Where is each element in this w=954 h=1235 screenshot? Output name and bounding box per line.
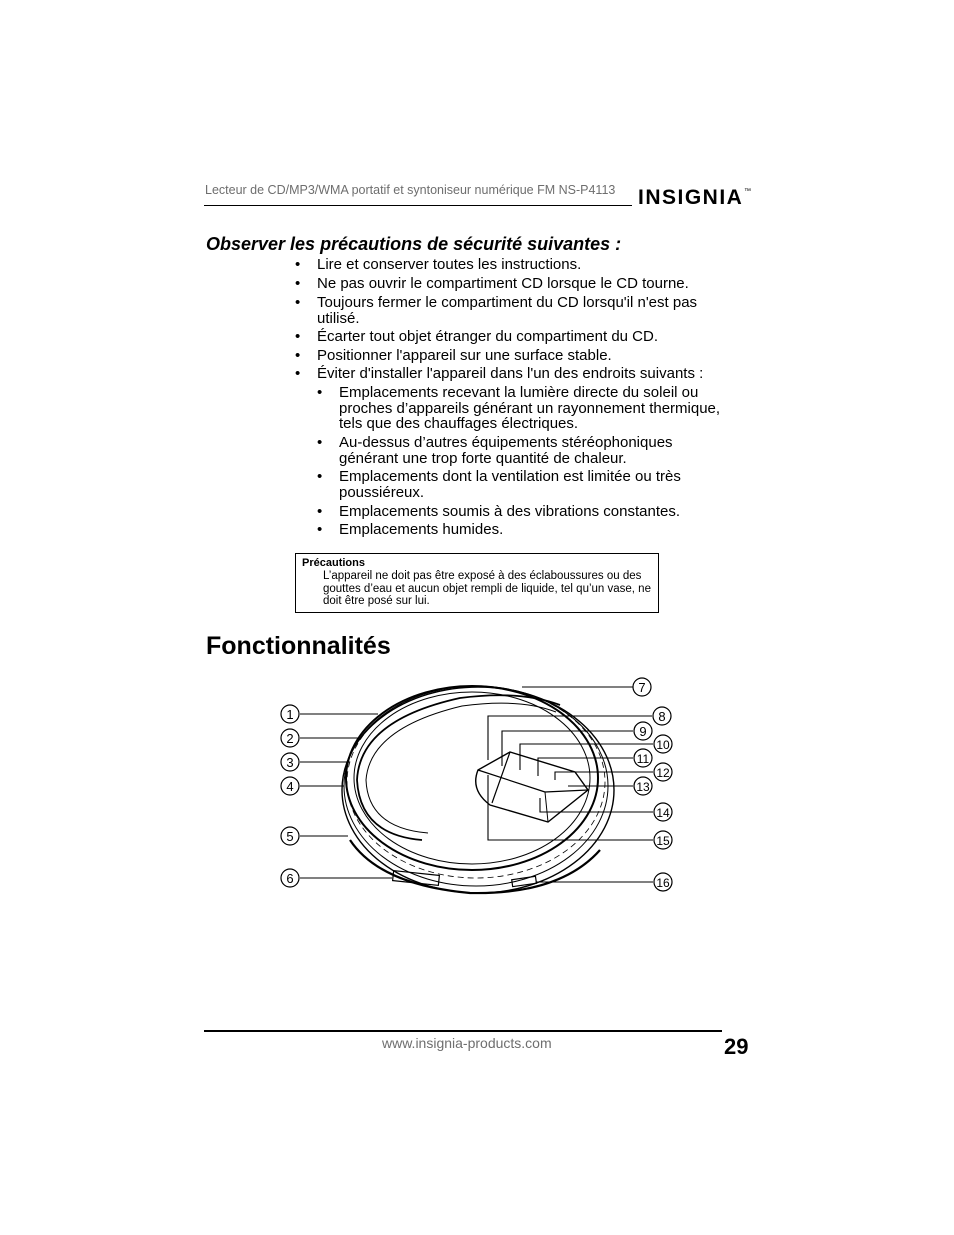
sub-list-item-text: Emplacements recevant la lumière directe du soleil ou proches d’appareils générant un rayonnement thermique, tels que des chauffages électriques. [339,384,721,432]
bullet: • [295,347,301,364]
bullet: • [295,328,301,345]
callout-number: 3 [286,755,294,770]
list-item [295,328,737,345]
header-title: Lecteur de CD/MP3/WMA portatif et syntoniseur numérique FM NS-P4113 [205,183,616,197]
callout-number: 15 [656,834,670,848]
bullet: • [317,521,323,538]
bullet: • [295,275,301,292]
sub-list-item [317,384,739,432]
callout-number: 10 [656,738,670,752]
callout-number: 8 [658,709,666,724]
callout-number: 14 [656,806,670,820]
bullet: • [317,503,323,520]
sub-list-item-text: Emplacements dont la ventilation est limitée ou très poussiéreux. [339,468,681,501]
list-item-text: Toujours fermer le compartiment du CD lorsqu'il n'est pas utilisé. [317,294,698,327]
footer-url: www.insignia-products.com [382,1035,552,1051]
panel-divider [545,790,588,792]
cd-player-diagram [270,670,690,910]
callout-number: 2 [286,731,294,746]
caution-body: L’appareil ne doit pas être exposé à des éclaboussures ou des gouttes d’eau et aucun objet rempli de liquide, tel qu’un vase, ne doit être posé sur lui. [323,570,651,607]
callout-number: 1 [286,707,294,722]
list-item-text: Éviter d'installer l'appareil dans l'un des endroits suivants : [317,365,704,382]
sub-list-item [317,503,739,520]
list-item [295,275,737,292]
logo-text: INSIGNIA [638,186,744,209]
sub-list-item [317,521,739,538]
caution-box [295,553,659,613]
list-item-text: Écarter tout objet étranger du compartiment du CD. [317,328,659,345]
bullet: • [317,384,323,401]
callout-number: 11 [636,752,650,766]
bullet: • [295,256,301,273]
list-item-text: Ne pas ouvrir le compartiment CD lorsque le CD tourne. [317,275,689,292]
panel-divider [545,792,548,822]
insignia-logo [638,180,758,212]
safety-heading: Observer les précautions de sécurité suivantes : [206,234,622,254]
list-item [295,294,722,327]
sub-list-item-text: Emplacements humides. [339,521,504,538]
bullet: • [295,294,301,311]
callout-number: 6 [286,871,294,886]
sub-list-item-text: Emplacements soumis à des vibrations constantes. [339,503,680,520]
features-heading: Fonctionnalités [206,632,391,660]
header-rule [204,205,632,206]
sub-list-item [317,468,719,501]
callout-number: 12 [656,766,670,780]
list-item-text: Positionner l'appareil sur une surface stable. [317,347,612,364]
lid-groove [357,695,560,840]
callout-number: 9 [639,724,647,739]
page-number: 29 [724,1034,749,1059]
sub-list-item-text: Au-dessus d’autres équipements stéréophoniques générant une trop forte quantité de chaleur. [339,434,673,467]
list-item [295,365,737,382]
footer-rule [204,1030,722,1032]
callout-number: 13 [636,780,650,794]
logo-tm: ™ [744,188,751,195]
bullet: • [317,468,323,485]
list-item [295,347,737,364]
panel-divider [492,752,510,803]
callout-number: 7 [638,680,646,695]
callout-number: 5 [286,829,294,844]
list-item-text: Lire et conserver toutes les instructions. [317,256,582,273]
list-item [295,256,737,273]
callout-number: 16 [656,876,670,890]
bullet: • [295,365,301,382]
caution-title: Précautions [302,557,365,569]
sub-list-item [317,434,719,467]
lid-outer-ring [346,686,598,870]
bullet: • [317,434,323,451]
callout-number: 4 [286,779,294,794]
